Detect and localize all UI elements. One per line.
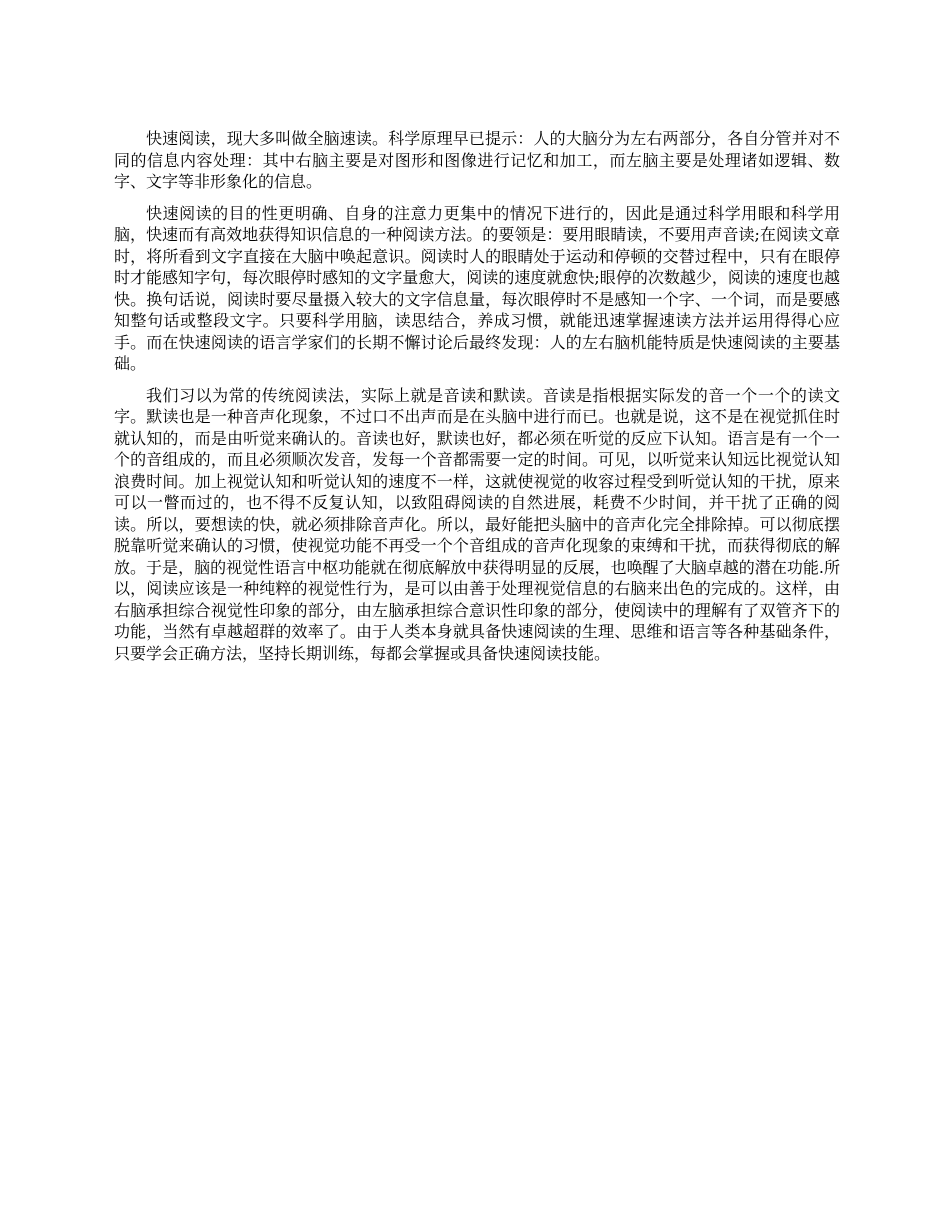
paragraph-2: 快速阅读的目的性更明确、自身的注意力更集中的情况下进行的，因此是通过科学用眼和科学用脑，快速而有高效地获得知识信息的一种阅读方法。的要领是：要用眼睛读，不要用声音读;在阅读文章时，将所看到文字直接在大脑中唤起意识。阅读时人的眼睛处于运动和停顿的交替过程中，只有在眼停时才能感知字句，每次眼停时感知的文字量愈大，阅读的速度就愈快;眼停的次数越少，阅读的速度也越快。换句话说，阅读时要尽量摄入较大的文字信息量，每次眼停时不是感知一个字、一个词，而是要感知整句话或整段文字。只要科学用脑，读思结合，养成习惯，就能迅速掌握速读方法并运用得得心应手。而在快速阅读的语言学家们的长期不懈讨论后最终发现：人的左右脑机能特质是快速阅读的主要基础。 bbox=[114, 203, 840, 373]
paragraph-1: 快速阅读，现大多叫做全脑速读。科学原理早已提示：人的大脑分为左右两部分，各自分管并对不同的信息内容处理：其中右脑主要是对图形和图像进行记忆和加工，而左脑主要是处理诸如逻辑、数字、文字等非形象化的信息。 bbox=[114, 129, 840, 191]
document-page bbox=[114, 128, 840, 674]
paragraph-3: 我们习以为常的传统阅读法，实际上就是音读和默读。音读是指根据实际发的音一个一个的读文字。默读也是一种音声化现象，不过口不出声而是在头脑中进行而已。也就是说，这不是在视觉抓住时就认知的，而是由听觉来确认的。音读也好，默读也好，都必须在听觉的反应下认知。语言是有一个一个的音组成的，而且必须顺次发音，发每一个音都需要一定的时间。可见，以听觉来认知远比视觉认知浪费时间。加上视觉认知和听觉认知的速度不一样，这就使视觉的收容过程受到听觉认知的干扰，原来可以一瞥而过的，也不得不反复认知，以致阻碍阅读的自然进展，耗费不少时间，并干扰了正确的阅读。所以，要想读的快，就必须排除音声化。所以，最好能把头脑中的音声化完全排除掉。可以彻底摆脱靠听觉来确认的习惯，使视觉功能不再受一个个音组成的音声化现象的束缚和干扰，而获得彻底的解放。于是，脑的视觉性语言中枢功能就在彻底解放中获得明显的反展，也唤醒了大脑卓越的潜在功能.所以，阅读应该是一种纯粹的视觉性行为，是可以由善于处理视觉信息的右脑来出色的完成的。这样，由右脑承担综合视觉性印象的部分，由左脑承担综合意识性印象的部分，使阅读中的理解有了双管齐下的功能，当然有卓越超群的效率了。由于人类本身就具备快速阅读的生理、思维和语言等各种基础条件，只要学会正确方法，坚持长期训练，每都会掌握或具备快速阅读技能。 bbox=[114, 385, 840, 663]
